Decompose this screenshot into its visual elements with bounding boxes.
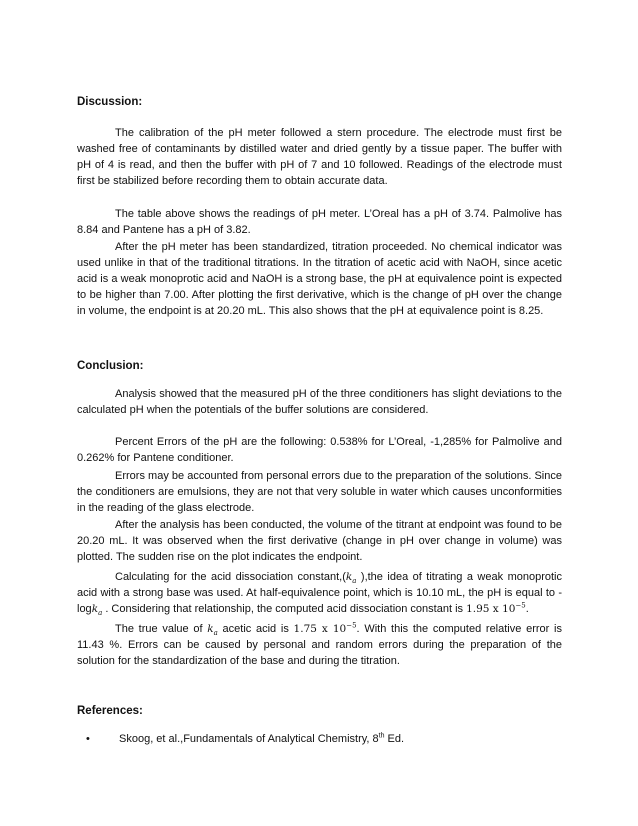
ka-text-part-3: . Considering that relationship, the computed acid dissociation constant is — [105, 603, 464, 615]
ka-text-part-2: ),the idea of titrating a weak monoprotic acid with a strong base was used. At half-equivalence point, which is 10.10 mL, the pH is equal to -log — [77, 571, 562, 615]
reference-item: • Skoog, et al.,Fundamentals of Analytical Chemistry, 8th Ed. — [86, 732, 405, 745]
conclusion-heading: Conclusion: — [77, 360, 144, 372]
references-heading: References: — [77, 705, 143, 717]
discussion-heading: Discussion: — [77, 96, 143, 108]
true-ka-value: 1.75 x $10^{-5}$ — [293, 621, 357, 635]
conclusion-paragraph-3: Errors may be accounted from personal errors due to the preparation of the solutions. Since the conditioners are emulsions, they are not that very soluble in water which causes unconformities in the reading of the glass electrode. — [77, 470, 562, 514]
discussion-paragraph-1: The calibration of the pH meter followed a stern procedure. The electrode must first be washed free of contaminants by distilled water and dried gently by a tissue paper. The buffer with pH of 4 is read, and then the buffer with pH of 7 and 10 followed. Readings of the electrode must first be stabilized before recording them to obtain accurate data. — [77, 127, 562, 187]
ka-symbol: $k_a$ — [345, 571, 357, 586]
conclusion-paragraph-6 — [77, 621, 562, 669]
discussion-paragraph-3: After the pH meter has been standardized, titration proceeded. No chemical indicator was used unlike in that of the traditional titrations. In the titration of acetic acid with NaOH, since acetic acid is a weak monoprotic acid and NaOH is a strong base, the pH at equivalence point is expected to be higher than 7.00. After plotting the first derivative, which is the change of pH over the change in volume, the endpoint is at 20.20 mL. This also shows that the pH at equivalence point is 8.25. — [77, 241, 562, 317]
discussion-paragraph-2: The table above shows the readings of pH meter. L’Oreal has a pH of 3.74. Palmolive has 8.84 and Pantene has a pH of 3.82. — [77, 208, 562, 236]
conclusion-paragraph-1: Analysis showed that the measured pH of the three conditioners has slight deviations to the calculated pH when the potentials of the buffer solutions are considered. — [77, 388, 562, 416]
references-list — [77, 733, 404, 745]
bullet-icon: • — [86, 733, 90, 745]
ka-text-part-1: Calculating for the acid dissociation constant,( — [115, 571, 346, 583]
true-value-text-part-1: The true value of — [115, 623, 203, 635]
conclusion-paragraph-2: Percent Errors of the pH are the following: 0.538% for L’Oreal, -1,285% for Palmolive and 0.262% for Pantene conditioner. — [77, 436, 562, 464]
ka-symbol: $k_a$ — [91, 603, 103, 618]
ka-symbol: $k_a$ — [207, 623, 218, 638]
true-value-text-part-3: . With this the computed relative error is 11.43 %. Errors can be caused by personal and random errors during the preparation of the solution for the standardization of the base and during the titration. — [77, 623, 562, 667]
true-value-text-part-2: acetic acid is — [222, 623, 289, 635]
conclusion-paragraph-4: After the analysis has been conducted, the volume of the titrant at endpoint was found to be 20.20 mL. It was observed when the first derivative (change in pH over change in volume) was plotted. The sudden rise on the plot indicates the endpoint. — [77, 519, 562, 563]
conclusion-paragraph-5: Calculating for the acid dissociation $constant,(k_a$ ),the idea of titrating a weak monoprotic acid with a strong base was used. At half-equivalence point, which is 10.10 mL, the pH is equal to -logk$_a$ . Considering that relationship, the computed acid dissociation constant is 1.95 x $10^{-5}$. — [77, 571, 562, 618]
computed-ka-value: 1.95 x $10^{-5}$ — [466, 601, 526, 615]
